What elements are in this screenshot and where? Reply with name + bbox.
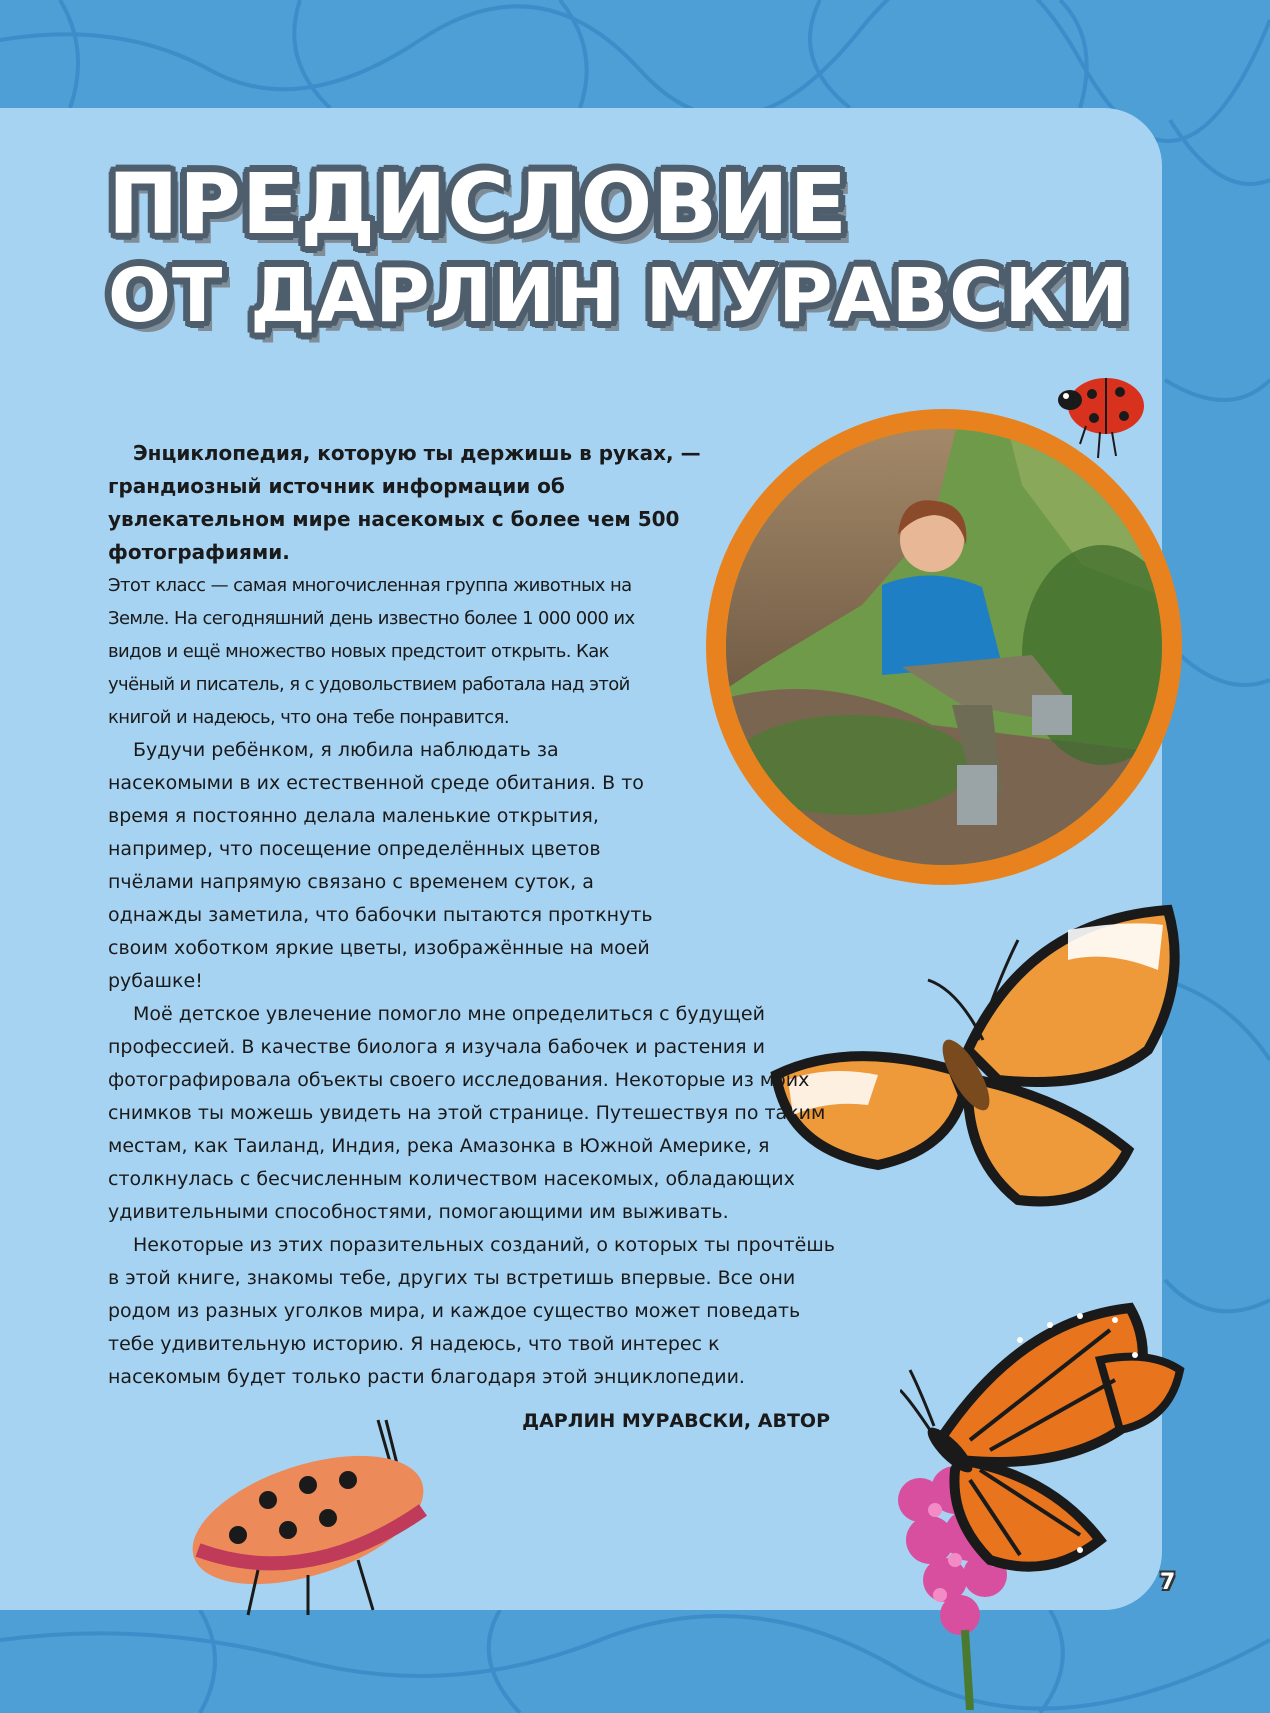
page-title-line-2: ОТ ДАРЛИН МУРАВСКИ — [108, 253, 1129, 339]
paragraph-profession: Моё детское увлечение помогло мне определиться с будущей профессией. В качестве биолога я изучала бабочек и растения и фотографировала объекты своего исследования. Некоторые из моих снимков ты можешь увидеть на этой странице. Путешествуя по таким местам, как Таиланд, Индия, река Амазонка в Южной Америке, я столкнулась с бесчисленным количеством насекомых, обладающих удивительными способностями, помогающими им выживать. — [108, 1003, 826, 1223]
foreword-text — [108, 437, 838, 1394]
paragraph-childhood: Будучи ребёнком, я любила наблюдать за насекомыми в их естественной среде обитания. В то время я постоянно делала маленькие открытия, например, что посещение определённых цветов пчёлами напрямую связано с временем суток, а однажды заметила, что бабочки пытаются проткнуть своим хоботком яркие цветы, изображённые на моей рубашке! — [108, 739, 653, 992]
lead-paragraph-bold: Энциклопедия, которую ты держишь в руках, — грандиозный источник информации об увлекательном мире насекомых с более чем 500 фотографиями. — [108, 441, 701, 564]
page-title-line-1: ПРЕДИСЛОВИЕ — [108, 155, 848, 253]
lead-paragraph-rest: Этот класс — самая многочисленная группа животных на Земле. На сегодняшний день известно более 1 000 000 их видов и ещё множество новых предстоит открыть. Как учёный и писатель, я с удовольствием работала над этой книгой и надеюсь, что она тебе понравится. — [108, 575, 635, 728]
page-number: 7 — [1160, 1570, 1176, 1595]
paragraph-creatures: Некоторые из этих поразительных созданий, о которых ты прочтёшь в этой книге, знакомы тебе, других ты встретишь впервые. Все они родом из разных уголков мира, и каждое существо может поведать тебе удивительную историю. Я надеюсь, что твой интерес к насекомым будет только расти благодаря этой энциклопедии. — [108, 1234, 835, 1388]
monarch-butterfly-image — [900, 1300, 1190, 1580]
shield-bug-image — [158, 1400, 458, 1620]
ladybug-image — [1040, 362, 1160, 462]
author-signature: ДАРЛИН МУРАВСКИ, АВТОР — [522, 1410, 830, 1432]
